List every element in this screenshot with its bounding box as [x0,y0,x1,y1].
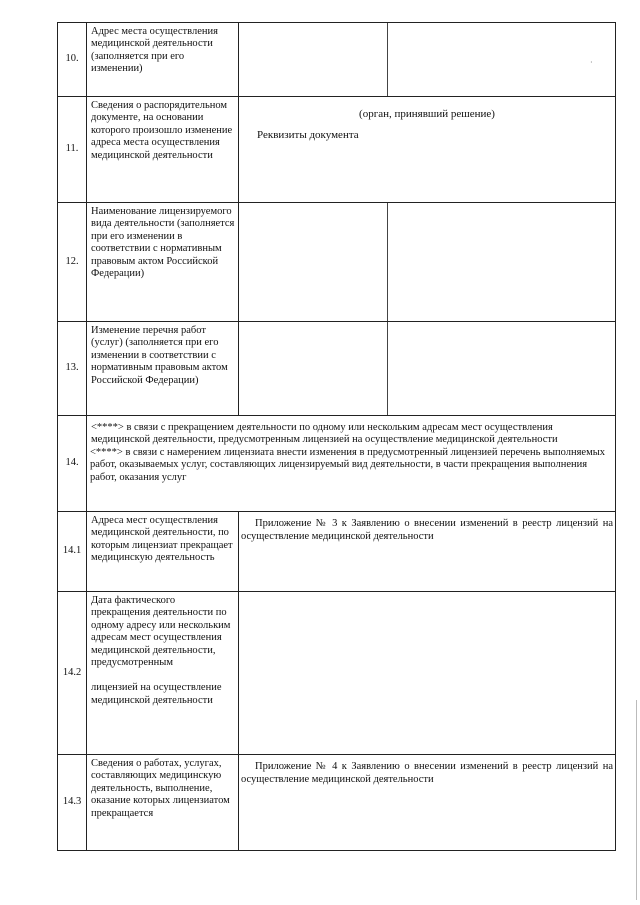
table-row [58,592,616,755]
table-row [58,512,616,592]
row-number: 14.2 [58,592,87,755]
table-row [58,97,616,203]
row-number: 14.1 [58,512,87,592]
document-details-caption: Реквизиты документа [257,129,359,142]
row-number: 14. [58,416,87,512]
appendix-4-reference: Приложение № 4 к Заявлению о внесении изменений в реестр лицензий на осуществление медицинской деятельности [241,761,613,785]
row-label: Наименование лицензируемого вида деятельности (заполняется при его изменении в соответствии с нормативным правовым актом Российской Федерации) [87,203,239,322]
row-number: 10. [58,23,87,97]
row-number: 13. [58,322,87,416]
row-label: Сведения о работах, услугах, составляющих медицинскую деятельность, выполнение, оказание которых лицензиатом прекращается [87,755,239,851]
row-label [87,592,239,755]
row-value[interactable] [239,592,616,755]
row-value[interactable] [239,203,616,322]
table-row [58,203,616,322]
row-number: 14.3 [58,755,87,851]
scan-margin-line [636,700,637,900]
row-label: Изменение перечня работ (услуг) (заполняется при его изменении в соответствии с нормативным правовым актом Российской Федерации) [87,322,239,416]
row-value[interactable] [239,322,616,416]
row-number: 11. [58,97,87,203]
row-label: Адрес места осуществления медицинской деятельности (заполняется при его изменении) [87,23,239,97]
table-row [58,755,616,851]
row-value [239,755,616,851]
row-number: 12. [58,203,87,322]
reason-termination-address: <****> в связи с прекращением деятельности по одному или нескольким адресам мест осуществления медицинской деятельности, предусмотренным лицензией на осуществление медицинской деятельности [91,422,558,446]
license-form-table [57,22,616,851]
table-row [58,23,616,97]
row-label: Адреса мест осуществления медицинской деятельности, по которым лицензиат прекращает медицинскую деятельность [87,512,239,592]
row-label-part-a: Дата фактического прекращения деятельности по одному адресу или нескольким адресам мест осуществления медицинской деятельности, предусмотренным [91,595,231,669]
scan-mark: · [590,58,593,67]
reason-termination-services: <****> в связи с намерением лицензиата внести изменения в предусмотренный лицензией перечень выполняемых работ, оказываемых услуг, составляющих лицензируемый вид деятельности, в части прекращения выполнения работ, оказания услуг [90,446,606,483]
row-value[interactable] [239,97,616,203]
table-row [58,416,616,512]
organ-caption: (орган, принявший решение) [359,108,495,120]
row-value [239,512,616,592]
row-combined-text [87,416,616,512]
appendix-3-reference: Приложение № 3 к Заявлению о внесении изменений в реестр лицензий на осуществление медицинской деятельности [241,518,613,542]
row-label: Сведения о распорядительном документе, на основании которого произошло изменение адреса места осуществления медицинской деятельности [87,97,239,203]
row-value[interactable] [239,23,616,97]
row-label-part-b: лицензией на осуществление медицинской деятельности [91,682,222,706]
table-row [58,322,616,416]
